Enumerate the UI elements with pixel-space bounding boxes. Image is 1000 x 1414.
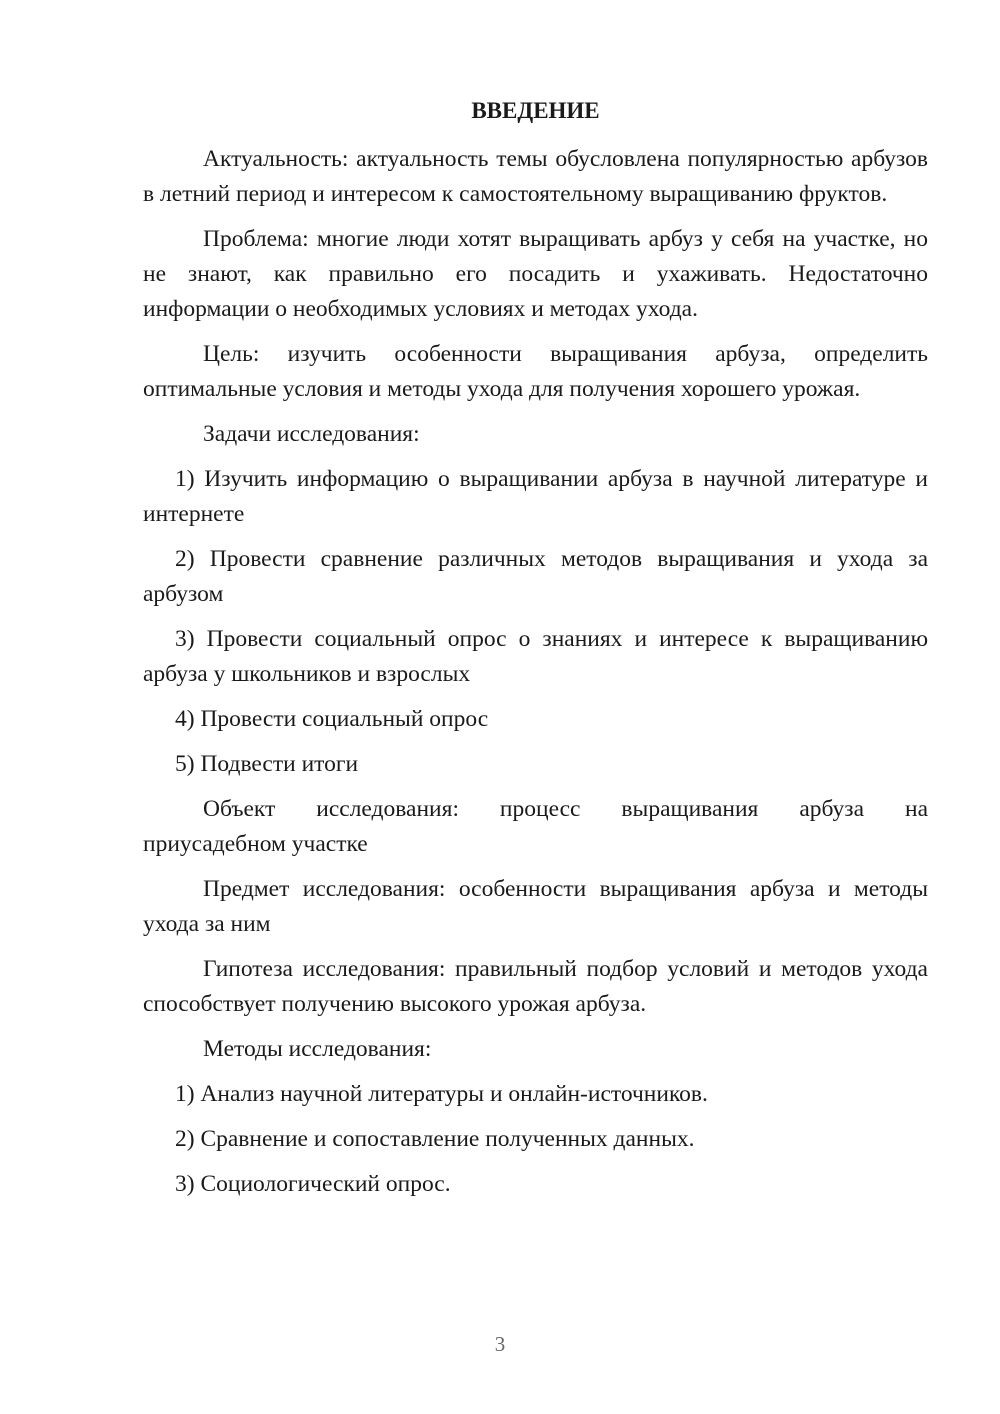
page-content <box>143 96 928 1212</box>
paragraph-hypothesis: Гипотеза исследования: правильный подбор условий и методов ухода способствует получению высокого урожая арбуза. <box>143 956 928 1017</box>
task-item-5: 5) Подвести итоги <box>175 751 359 777</box>
paragraph-relevance: Актуальность: актуальность темы обусловлена популярностью арбузов в летний период и интересом к самостоятельному выращиванию фруктов. <box>143 146 928 207</box>
task-item-2: 2) Провести сравнение различных методов выращивания и ухода за арбузом <box>143 546 928 607</box>
paragraph-subject: Предмет исследования: особенности выращивания арбуза и методы ухода за ним <box>143 876 928 937</box>
paragraph-object <box>143 792 928 862</box>
task-item-3: 3) Провести социальный опрос о знаниях и интересе к выращиванию арбуза у школьников и взрослых <box>143 626 928 687</box>
tasks-heading: Задачи исследования: <box>203 421 420 447</box>
paragraph-object-line-1: Объект исследования: процесс выращивания арбуза на <box>203 796 928 822</box>
paragraph-goal: Цель: изучить особенности выращивания арбуза, определить оптимальные условия и методы ухода для получения хорошего урожая. <box>143 341 928 402</box>
paragraph-problem: Проблема: многие люди хотят выращивать арбуз у себя на участке, но не знают, как правильно его посадить и ухаживать. Недостаточно информации о необходимых условиях и методах ухода. <box>143 226 928 322</box>
page-number: 3 <box>494 1332 506 1356</box>
methods-heading: Методы исследования: <box>203 1036 432 1062</box>
section-heading: ВВЕДЕНИЕ <box>471 98 600 123</box>
method-item-1: 1) Анализ научной литературы и онлайн-источников. <box>175 1081 708 1107</box>
task-item-1: 1) Изучить информацию о выращивании арбуза в научной литературе и интернете <box>143 466 928 527</box>
method-item-2: 2) Сравнение и сопоставление полученных данных. <box>175 1126 695 1152</box>
paragraph-object-line-2: приусадебном участке <box>143 831 368 857</box>
task-item-4: 4) Провести социальный опрос <box>175 706 489 732</box>
method-item-3: 3) Социологический опрос. <box>175 1171 451 1197</box>
